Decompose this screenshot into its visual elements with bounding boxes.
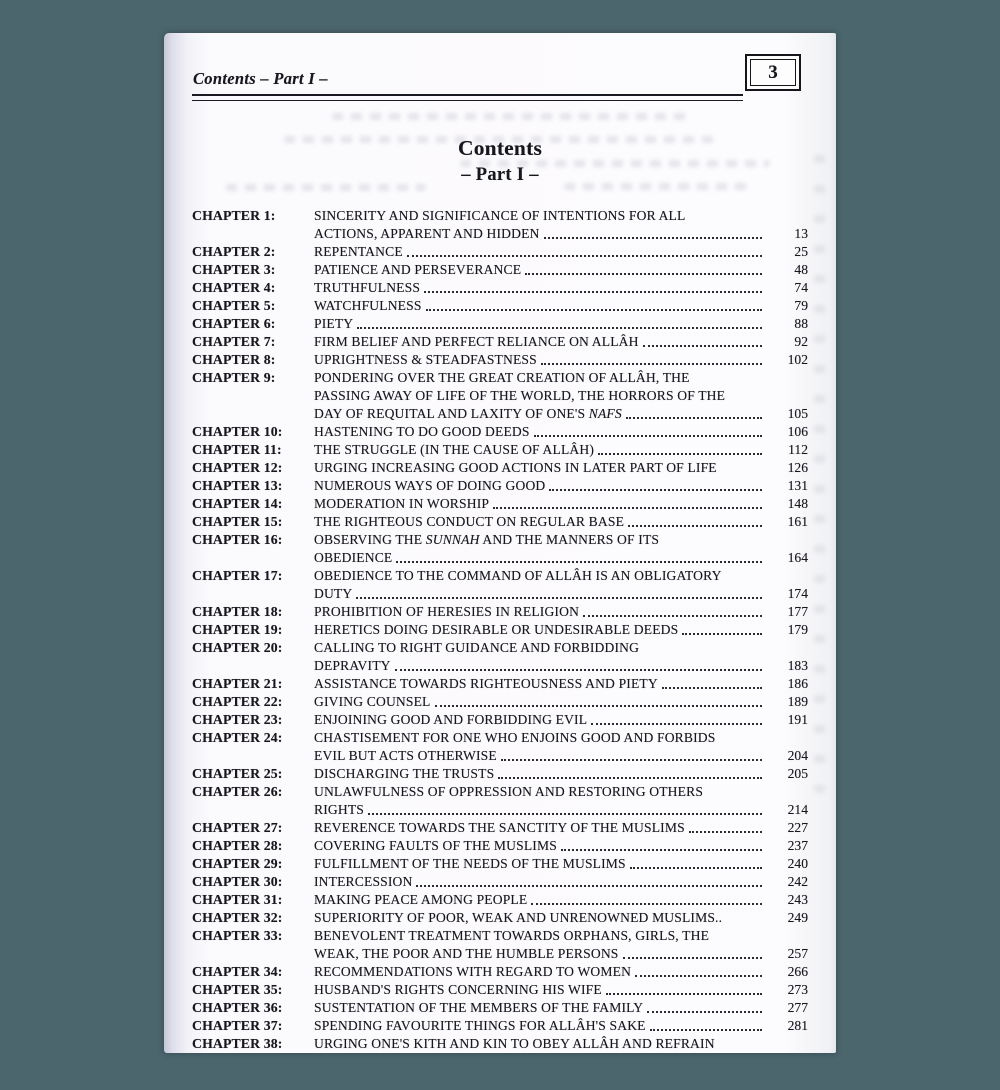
toc-line xyxy=(192,747,808,765)
toc-line xyxy=(192,963,808,981)
folio-number: 3 xyxy=(750,59,796,86)
dot-leader xyxy=(689,831,762,833)
toc-list xyxy=(192,207,808,1053)
chapter-label: CHAPTER 36: xyxy=(192,1000,283,1015)
toc-line xyxy=(192,315,808,333)
page-number: 214 xyxy=(787,802,808,817)
dot-leader xyxy=(650,1029,762,1031)
dot-leader xyxy=(357,327,762,329)
chapter-label: CHAPTER 37: xyxy=(192,1018,283,1033)
page-number: 131 xyxy=(787,478,808,493)
chapter-title-text: UNLAWFULNESS OF OPPRESSION AND RESTORING OTHERS xyxy=(314,784,704,799)
dot-leader xyxy=(525,273,762,275)
chapter-title-text: WATCHFULNESS xyxy=(314,298,422,313)
dot-leader xyxy=(635,975,762,977)
chapter-title-text: TRUTHFULNESS xyxy=(314,280,421,295)
dot-leader xyxy=(541,363,762,365)
chapter-title-text: THE STRUGGLE (IN THE CAUSE OF ALLÂH) xyxy=(314,442,595,457)
chapter-label: CHAPTER 26: xyxy=(192,784,283,799)
dot-leader xyxy=(628,525,762,527)
chapter-title-text: PASSING AWAY OF LIFE OF THE WORLD, THE HORRORS OF THE xyxy=(314,388,726,403)
chapter-title-text: EVIL BUT ACTS OTHERWISE xyxy=(314,748,497,763)
chapter-title-text: SINCERITY AND SIGNIFICANCE OF INTENTIONS FOR ALL xyxy=(314,208,686,223)
chapter-label: CHAPTER 30: xyxy=(192,874,283,889)
chapter-label: CHAPTER 9: xyxy=(192,370,276,385)
toc-line xyxy=(192,225,808,243)
chapter-label: CHAPTER 3: xyxy=(192,262,276,277)
chapter-title-text: URGING ONE'S KITH AND KIN TO OBEY ALLÂH AND REFRAIN xyxy=(314,1036,715,1051)
toc-line xyxy=(192,999,808,1017)
chapter-label: CHAPTER 18: xyxy=(192,604,283,619)
chapter-label: CHAPTER 22: xyxy=(192,694,283,709)
chapter-label: CHAPTER 20: xyxy=(192,640,283,655)
toc-line xyxy=(192,549,808,567)
toc-line xyxy=(192,855,808,873)
page-number: 204 xyxy=(787,748,808,763)
toc-line xyxy=(192,423,808,441)
page-number: 92 xyxy=(794,334,808,349)
chapter-label: CHAPTER 12: xyxy=(192,460,283,475)
page-number: 257 xyxy=(787,946,808,961)
chapter-label: CHAPTER 24: xyxy=(192,730,283,745)
chapter-title-text: PIETY xyxy=(314,316,354,331)
dot-leader xyxy=(426,309,762,311)
dot-leader xyxy=(626,417,762,419)
chapter-label: CHAPTER 28: xyxy=(192,838,283,853)
toc-line xyxy=(192,351,808,369)
page-number: 186 xyxy=(787,676,808,691)
dot-leader xyxy=(396,561,762,563)
chapter-title-text: ASSISTANCE TOWARDS RIGHTEOUSNESS AND PIETY xyxy=(314,676,658,691)
chapter-title-text: PROHIBITION OF HERESIES IN RELIGION xyxy=(314,604,580,619)
dot-leader xyxy=(647,1011,762,1013)
page-number: 25 xyxy=(794,244,808,259)
toc-line xyxy=(192,477,808,495)
toc-line xyxy=(192,693,808,711)
toc-line xyxy=(192,459,808,477)
dot-leader xyxy=(623,957,762,959)
toc-line xyxy=(192,387,808,405)
toc-line xyxy=(192,783,808,801)
page-number: 13 xyxy=(794,226,808,241)
chapter-title-text: URGING INCREASING GOOD ACTIONS IN LATER PART OF LIFE xyxy=(314,460,717,475)
dot-leader xyxy=(583,615,762,617)
chapter-label: CHAPTER 38: xyxy=(192,1036,283,1051)
chapter-label: CHAPTER 4: xyxy=(192,280,276,295)
chapter-title-text: OBSERVING THE SUNNAH AND THE MANNERS OF ITS xyxy=(314,532,660,547)
chapter-title-text: THE RIGHTEOUS CONDUCT ON REGULAR BASE xyxy=(314,514,625,529)
chapter-label: CHAPTER 6: xyxy=(192,316,276,331)
chapter-label: CHAPTER 8: xyxy=(192,352,276,367)
page-number: 277 xyxy=(787,1000,808,1015)
toc-line xyxy=(192,801,808,819)
page-number: 179 xyxy=(787,622,808,637)
page-number: 106 xyxy=(787,424,808,439)
toc-line xyxy=(192,837,808,855)
toc-line xyxy=(192,207,808,225)
page-number: 126 xyxy=(787,460,808,475)
page-number: 227 xyxy=(787,820,808,835)
page-number: 237 xyxy=(787,838,808,853)
toc-line xyxy=(192,297,808,315)
chapter-title-text: SPENDING FAVOURITE THINGS FOR ALLÂH'S SAKE xyxy=(314,1018,646,1033)
chapter-title-text: HASTENING TO DO GOOD DEEDS xyxy=(314,424,530,439)
dot-leader xyxy=(630,867,762,869)
page-number: 242 xyxy=(787,874,808,889)
page-number: 112 xyxy=(788,442,808,457)
chapter-label: CHAPTER 23: xyxy=(192,712,283,727)
chapter-label: CHAPTER 21: xyxy=(192,676,283,691)
dot-leader xyxy=(356,597,762,599)
chapter-title-text: UPRIGHTNESS & STEADFASTNESS xyxy=(314,352,537,367)
page-number: 189 xyxy=(787,694,808,709)
toc-line xyxy=(192,765,808,783)
dot-leader xyxy=(493,507,762,509)
toc-line xyxy=(192,621,808,639)
toc-line xyxy=(192,441,808,459)
chapter-title-text: DISCHARGING THE TRUSTS xyxy=(314,766,495,781)
page-number: 183 xyxy=(787,658,808,673)
page-number: 102 xyxy=(787,352,808,367)
chapter-label: CHAPTER 15: xyxy=(192,514,283,529)
page-number: 249 xyxy=(787,910,808,925)
toc-line xyxy=(192,405,808,423)
chapter-label: CHAPTER 11: xyxy=(192,442,282,457)
show-through-artifact xyxy=(814,153,825,793)
toc-line xyxy=(192,729,808,747)
page-number: 79 xyxy=(794,298,808,313)
page-number: 273 xyxy=(787,982,808,997)
chapter-title-text: RIGHTS xyxy=(314,802,364,817)
running-header-title: Contents – Part I – xyxy=(193,69,328,88)
toc-line xyxy=(192,891,808,909)
toc-line xyxy=(192,531,808,549)
chapter-title-text: FIRM BELIEF AND PERFECT RELIANCE ON ALLÂH xyxy=(314,334,639,349)
toc-line xyxy=(192,369,808,387)
chapter-label: CHAPTER 32: xyxy=(192,910,283,925)
chapter-title-text: PONDERING OVER THE GREAT CREATION OF ALLÂH, THE xyxy=(314,370,690,385)
chapter-title-text: BENEVOLENT TREATMENT TOWARDS ORPHANS, GIRLS, THE xyxy=(314,928,710,943)
chapter-title-text: OBEDIENCE TO THE COMMAND OF ALLÂH IS AN OBLIGATORY xyxy=(314,568,722,583)
chapter-label: CHAPTER 17: xyxy=(192,568,283,583)
page-number: 205 xyxy=(787,766,808,781)
chapter-title-text: DUTY xyxy=(314,586,353,601)
toc-line xyxy=(192,945,808,963)
chapter-title-text: ENJOINING GOOD AND FORBIDDING EVIL xyxy=(314,712,588,727)
dot-leader xyxy=(544,237,762,239)
page-subtitle: – Part I – xyxy=(461,165,539,185)
page-number: 266 xyxy=(787,964,808,979)
dot-leader xyxy=(395,669,762,671)
toc-line xyxy=(192,243,808,261)
dot-leader xyxy=(598,453,762,455)
dot-leader xyxy=(549,489,762,491)
toc-line xyxy=(192,675,808,693)
dot-leader xyxy=(561,849,762,851)
chapter-label: CHAPTER 31: xyxy=(192,892,283,907)
dot-leader xyxy=(682,633,762,635)
chapter-title-text: CHASTISEMENT FOR ONE WHO ENJOINS GOOD AND FORBIDS xyxy=(314,730,716,745)
chapter-label: CHAPTER 5: xyxy=(192,298,276,313)
show-through-artifact xyxy=(332,113,692,120)
dot-leader xyxy=(534,435,762,437)
chapter-title-text: NUMEROUS WAYS OF DOING GOOD xyxy=(314,478,546,493)
toc-line xyxy=(192,639,808,657)
chapter-title-text: DEPRAVITY xyxy=(314,658,391,673)
page-number: 74 xyxy=(794,280,808,295)
toc-line xyxy=(192,711,808,729)
toc-line xyxy=(192,279,808,297)
dot-leader xyxy=(416,885,762,887)
chapter-title-text: RECOMMENDATIONS WITH REGARD TO WOMEN xyxy=(314,964,632,979)
toc-line xyxy=(192,603,808,621)
dot-leader xyxy=(501,759,762,761)
chapter-title-text: MAKING PEACE AMONG PEOPLE xyxy=(314,892,528,907)
chapter-title-text: CALLING TO RIGHT GUIDANCE AND FORBIDDING xyxy=(314,640,640,655)
dot-leader xyxy=(606,993,762,995)
dot-leader xyxy=(531,903,762,905)
page-number: 177 xyxy=(787,604,808,619)
toc-line xyxy=(192,1035,808,1053)
chapter-title-text: REPENTANCE xyxy=(314,244,403,259)
page-number: 191 xyxy=(787,712,808,727)
page-title: Contents xyxy=(457,136,543,160)
page-number: 88 xyxy=(794,316,808,331)
page-number: 161 xyxy=(787,514,808,529)
dot-leader xyxy=(591,723,762,725)
toc-line xyxy=(192,873,808,891)
page-number: 164 xyxy=(787,550,808,565)
dot-leader xyxy=(435,705,762,707)
chapter-title-text: FULFILLMENT OF THE NEEDS OF THE MUSLIMS xyxy=(314,856,626,871)
toc-line xyxy=(192,567,808,585)
folio-box xyxy=(745,54,801,91)
toc-line xyxy=(192,495,808,513)
chapter-title-text: REVERENCE TOWARDS THE SANCTITY OF THE MUSLIMS xyxy=(314,820,685,835)
chapter-label: CHAPTER 33: xyxy=(192,928,283,943)
page-number: 243 xyxy=(787,892,808,907)
chapter-title-text: OBEDIENCE xyxy=(314,550,393,565)
chapter-label: CHAPTER 1: xyxy=(192,208,276,223)
chapter-label: CHAPTER 25: xyxy=(192,766,283,781)
toc-line xyxy=(192,819,808,837)
chapter-label: CHAPTER 29: xyxy=(192,856,283,871)
chapter-label: CHAPTER 13: xyxy=(192,478,283,493)
chapter-title-text: SUSTENTATION OF THE MEMBERS OF THE FAMILY xyxy=(314,1000,644,1015)
chapter-title-text: PATIENCE AND PERSEVERANCE xyxy=(314,262,522,277)
toc-line xyxy=(192,981,808,999)
chapter-title-text: WEAK, THE POOR AND THE HUMBLE PERSONS xyxy=(314,946,619,961)
chapter-label: CHAPTER 27: xyxy=(192,820,283,835)
toc-line xyxy=(192,1017,808,1035)
page-number: 48 xyxy=(794,262,808,277)
dot-leader xyxy=(424,291,762,293)
dot-leader xyxy=(407,255,762,257)
page-number: 148 xyxy=(787,496,808,511)
toc-line xyxy=(192,909,808,927)
dot-leader xyxy=(662,687,762,689)
scanned-book-page xyxy=(164,33,836,1053)
toc-line xyxy=(192,333,808,351)
chapter-title-text: GIVING COUNSEL xyxy=(314,694,431,709)
chapter-title-text: ACTIONS, APPARENT AND HIDDEN xyxy=(314,226,540,241)
chapter-title-text: INTERCESSION xyxy=(314,874,413,889)
chapter-title-text: DAY OF REQUITAL AND LAXITY OF ONE'S NAFS xyxy=(314,406,622,421)
chapter-title-text: HUSBAND'S RIGHTS CONCERNING HIS WIFE xyxy=(314,982,602,997)
dot-leader xyxy=(643,345,762,347)
toc-line xyxy=(192,657,808,675)
chapter-label: CHAPTER 2: xyxy=(192,244,276,259)
chapter-title-text: HERETICS DOING DESIRABLE OR UNDESIRABLE DEEDS xyxy=(314,622,679,637)
chapter-label: CHAPTER 34: xyxy=(192,964,283,979)
chapter-label: CHAPTER 19: xyxy=(192,622,283,637)
chapter-title-text: MODERATION IN WORSHIP xyxy=(314,496,490,511)
toc-line xyxy=(192,585,808,603)
toc-line xyxy=(192,927,808,945)
page-number: 240 xyxy=(787,856,808,871)
dot-leader xyxy=(368,813,762,815)
chapter-title-text: SUPERIORITY OF POOR, WEAK AND UNRENOWNED MUSLIMS.. xyxy=(314,910,723,925)
toc-line xyxy=(192,513,808,531)
chapter-label: CHAPTER 35: xyxy=(192,982,283,997)
header-double-rule xyxy=(192,94,743,101)
page-number: 281 xyxy=(787,1018,808,1033)
page-number: 174 xyxy=(787,586,808,601)
chapter-label: CHAPTER 16: xyxy=(192,532,283,547)
chapter-label: CHAPTER 10: xyxy=(192,424,283,439)
chapter-title-text: COVERING FAULTS OF THE MUSLIMS xyxy=(314,838,557,853)
toc-line xyxy=(192,261,808,279)
chapter-label: CHAPTER 14: xyxy=(192,496,283,511)
page-number: 105 xyxy=(787,406,808,421)
chapter-label: CHAPTER 7: xyxy=(192,334,276,349)
dot-leader xyxy=(498,777,762,779)
